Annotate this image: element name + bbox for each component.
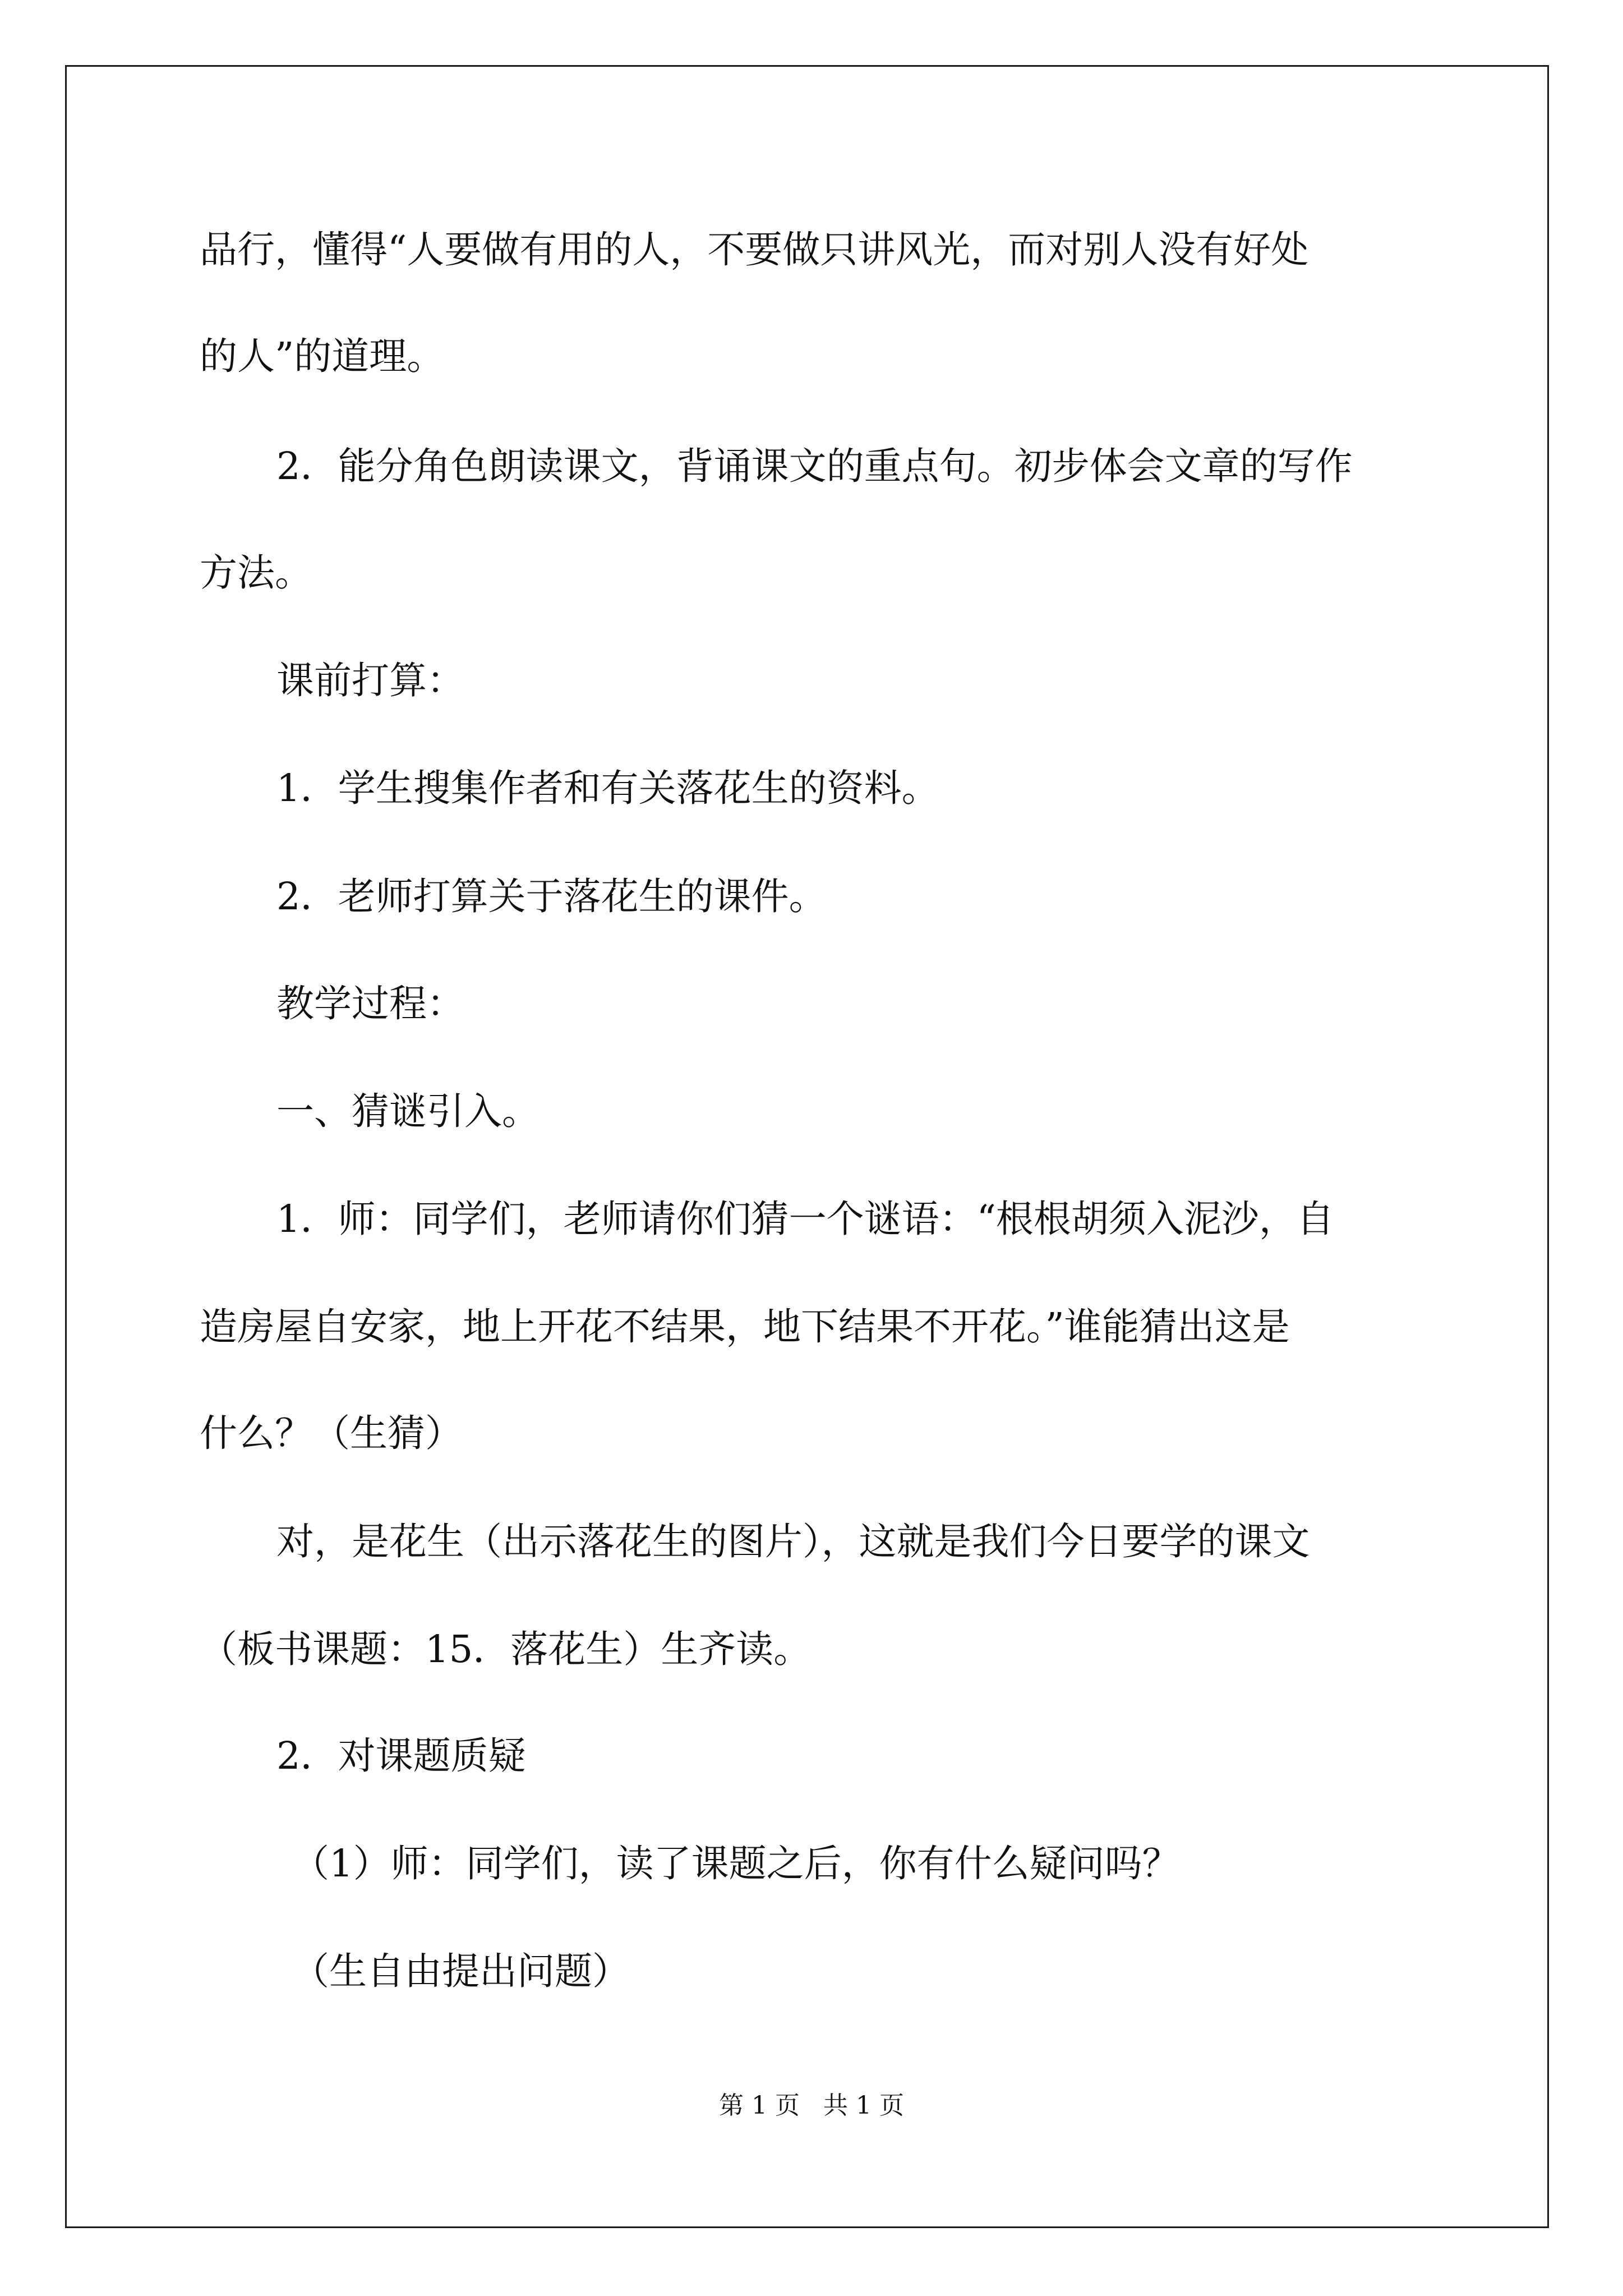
text-line-16: （1）师：同学们，读了课题之后，你有什么疑问吗？ [292, 1842, 1180, 1885]
section-heading-process: 教学过程： [276, 982, 464, 1025]
text-line-15: 2．对课题质疑 [276, 1734, 526, 1778]
text-line-4: 方法。 [200, 551, 312, 595]
section-heading-preparation: 课前打算： [276, 659, 464, 702]
text-line-14: （板书课题：15．落花生）生齐读。 [200, 1627, 811, 1671]
text-line-10: 1．师：同学们，老师请你们猜一个谜语：“根根胡须入泥沙，自 [276, 1197, 1334, 1241]
text-line-2: 的人”的道理。 [200, 334, 445, 378]
text-line-6: 1．学生搜集作者和有关落花生的资料。 [276, 766, 939, 810]
page-number-footer: 第 1 页 共 1 页 [719, 2091, 904, 2120]
text-line-13: 对，是花生（出示落花生的图片），这就是我们今日要学的课文 [276, 1520, 1310, 1563]
text-line-7: 2．老师打算关于落花生的课件。 [276, 875, 827, 918]
text-line-3: 2．能分角色朗读课文，背诵课文的重点句。初步体会文章的写作 [276, 444, 1353, 488]
text-line-17: （生自由提出问题） [292, 1949, 630, 1993]
text-line-11: 造房屋自安家，地上开花不结果，地下结果不开花。”谁能猜出这是 [200, 1305, 1290, 1349]
text-line-12: 什么？（生猜） [200, 1411, 463, 1455]
text-line-1: 品行，懂得“人要做有用的人，不要做只讲风光，而对别人没有好处 [200, 228, 1309, 272]
page-border [65, 65, 1549, 2228]
section-heading-intro: 一、猜谜引入。 [276, 1089, 540, 1133]
